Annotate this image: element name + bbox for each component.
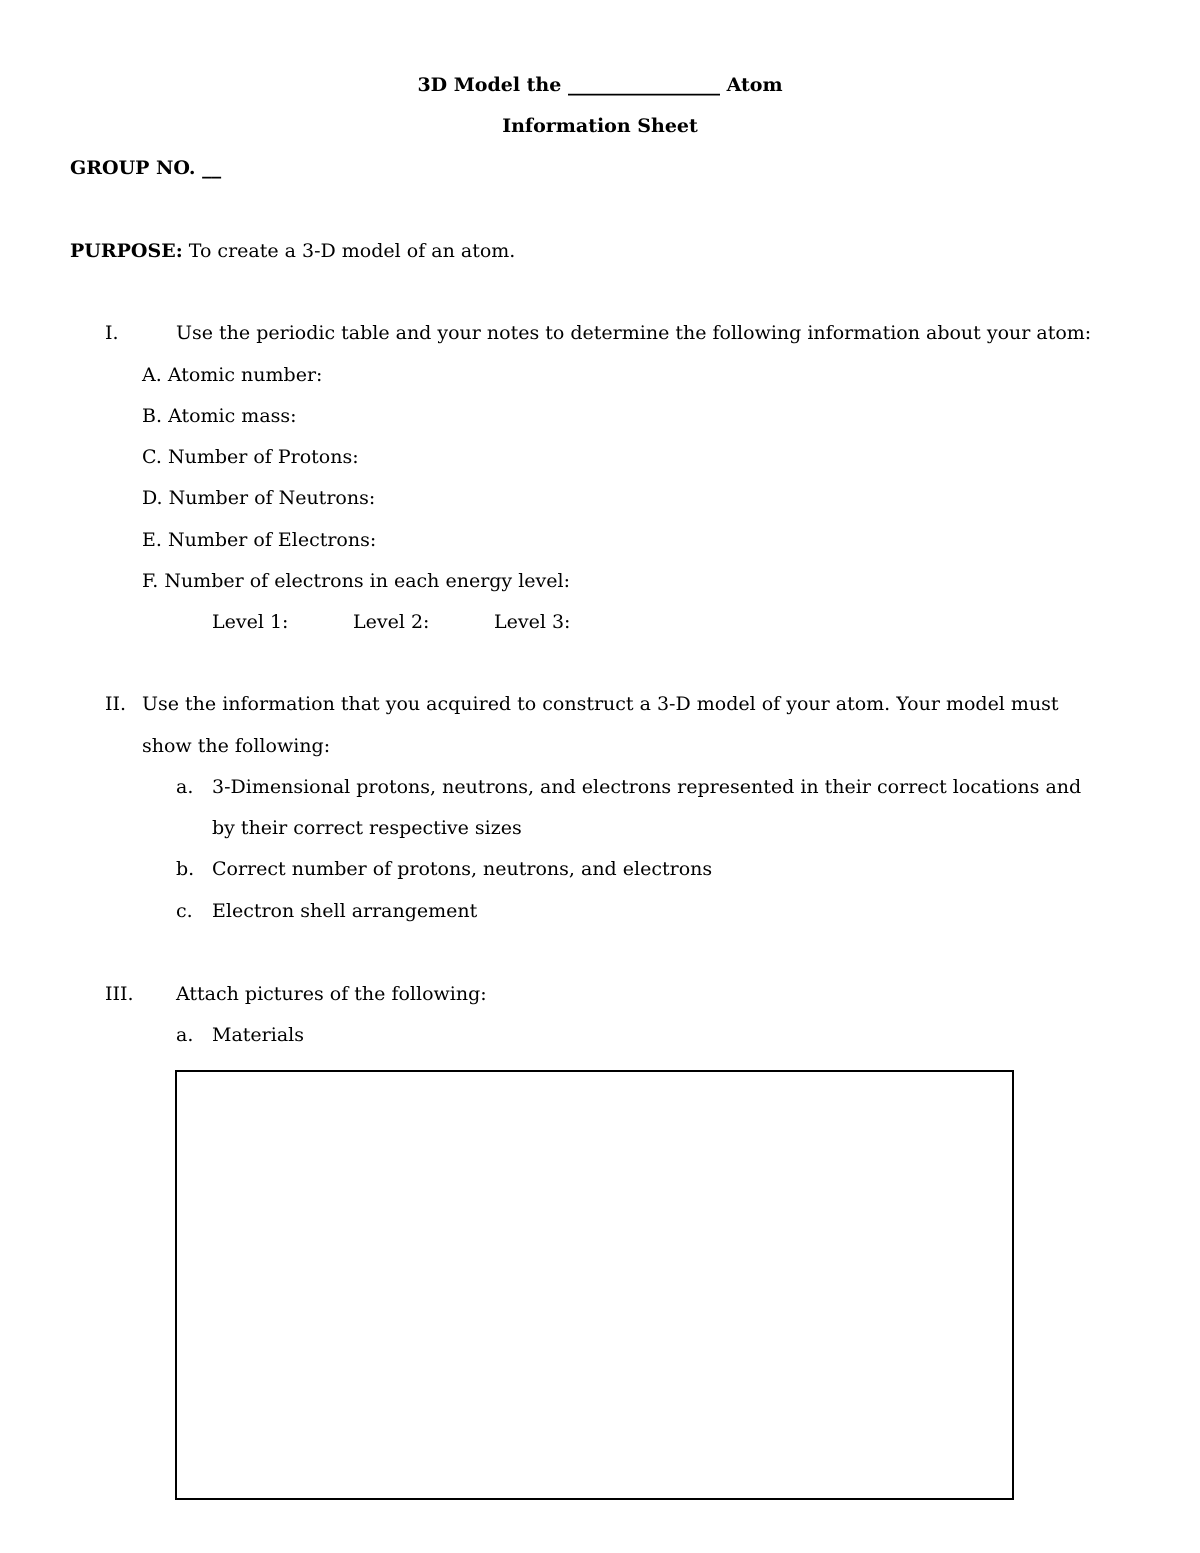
section-1-numeral: I. <box>105 322 119 344</box>
list-item-protons: C. Number of Protons: <box>142 446 359 468</box>
sublist-item-materials: Materials <box>212 1024 304 1046</box>
atom-name-blank[interactable]: ________________ <box>567 74 720 96</box>
section-2-text-line-1: Use the information that you acquired to construct a 3-D model of your atom. Your model must <box>142 693 1059 715</box>
purpose-label: PURPOSE: <box>70 240 183 262</box>
level-1-label: Level 1: <box>212 611 289 633</box>
group-number-line <box>70 157 221 179</box>
list-item-neutrons: D. Number of Neutrons: <box>142 487 376 509</box>
title-suffix: Atom <box>726 74 783 96</box>
section-3-text: Attach pictures of the following: <box>176 983 487 1005</box>
group-number-blank[interactable]: __ <box>202 157 222 179</box>
section-2-text-line-2: show the following: <box>142 735 331 757</box>
sublist-letter-materials: a. <box>176 1024 194 1046</box>
document-subtitle: Information Sheet <box>502 115 698 137</box>
purpose-line <box>70 240 515 262</box>
sublist-item-3d-particles-cont: by their correct respective sizes <box>212 817 522 839</box>
purpose-text: To create a 3-D model of an atom. <box>188 240 516 262</box>
section-2-numeral: II. <box>105 693 127 715</box>
sublist-item-correct-number: Correct number of protons, neutrons, and electrons <box>212 858 713 880</box>
sublist-letter-b: b. <box>176 858 195 880</box>
section-3-numeral: III. <box>105 983 134 1005</box>
title-prefix: 3D Model the <box>417 74 562 96</box>
sublist-item-shell-arrangement: Electron shell arrangement <box>212 900 478 922</box>
sublist-letter-a: a. <box>176 776 194 798</box>
document-title <box>0 74 1200 96</box>
sublist-letter-c: c. <box>176 900 193 922</box>
level-3-label: Level 3: <box>494 611 571 633</box>
list-item-electrons: E. Number of Electrons: <box>142 529 377 551</box>
list-item-atomic-number: A. Atomic number: <box>142 364 323 386</box>
group-label: GROUP NO. <box>70 157 196 179</box>
level-2-label: Level 2: <box>353 611 430 633</box>
section-1-text: Use the periodic table and your notes to determine the following information about your atom: <box>176 322 1092 344</box>
list-item-energy-levels: F. Number of electrons in each energy level: <box>142 570 570 592</box>
sublist-item-3d-particles: 3-Dimensional protons, neutrons, and electrons represented in their correct locations and <box>212 776 1082 798</box>
list-item-atomic-mass: B. Atomic mass: <box>142 405 297 427</box>
materials-picture-box[interactable] <box>175 1070 1014 1500</box>
